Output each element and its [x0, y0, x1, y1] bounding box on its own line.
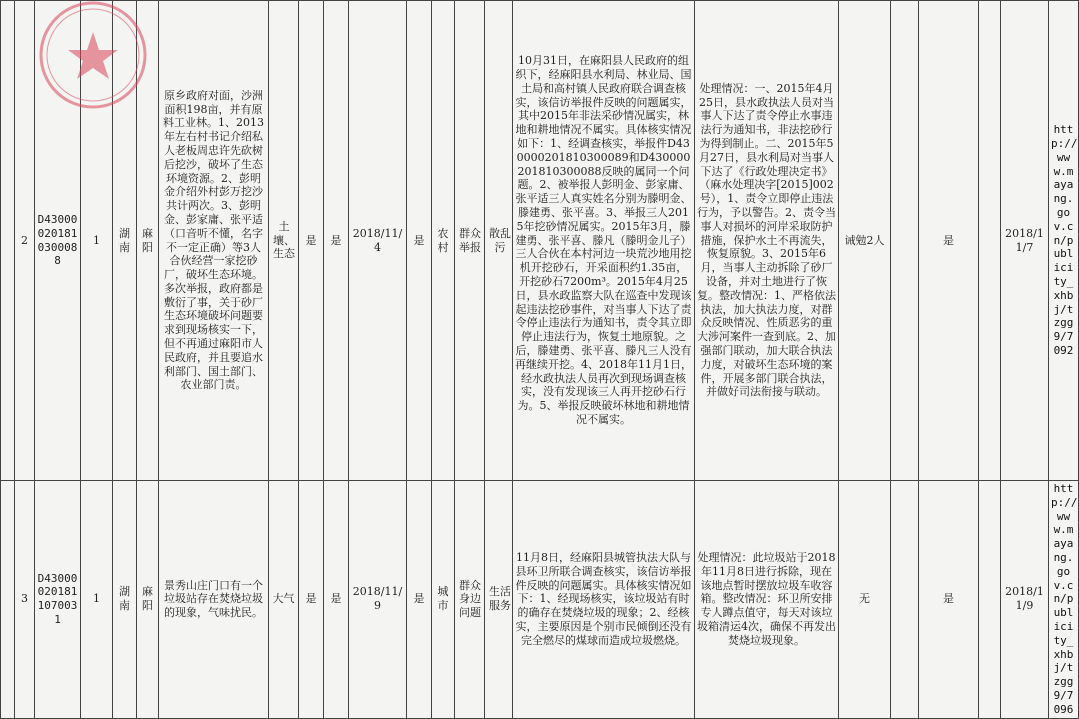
issue-type: 生活服务 [485, 481, 513, 719]
complaint-id: D430000201810300088 [35, 1, 81, 481]
done-date: 2018/11/9 [1001, 481, 1049, 719]
flag-4: 是 [919, 481, 979, 719]
flag-1: 是 [299, 481, 324, 719]
city: 麻阳 [137, 481, 159, 719]
province: 湖南 [113, 481, 137, 719]
accept-date: 2018/11/9 [349, 481, 407, 719]
table-row [1, 1, 1079, 481]
area-type: 农村 [432, 1, 455, 481]
city: 麻阳 [137, 1, 159, 481]
complaint-id: D430000201811070031 [35, 481, 81, 719]
done-date: 2018/11/7 [1001, 1, 1049, 481]
source-type: 群众身边问题 [455, 481, 485, 719]
verification-details: 11月8日，经麻阳县城管执法大队与县环卫所联合调查核实，该信访举报件反映的问题属实。具体核实情况如下：1、经现场核实，该垃圾站有时的确存在焚烧垃圾的现象；2、经核实，主要原因是个别市民倾倒还没有完全燃尽的煤球而造成垃圾燃烧。 [513, 481, 695, 719]
source-link[interactable]: http://www.mayang.gov.cn/publicity_xhbj/tzgg9/7096 [1049, 481, 1079, 719]
handling-details: 处理情况：此垃圾站于2018年11月8日进行拆除，现在该地点暂时摆放垃圾车收容箱。整改情况：环卫所安排专人蹲点值守，每天对该垃圾箱清运4次，确保不再发出焚烧垃圾现象。 [695, 481, 839, 719]
source-link[interactable]: http://www.mayang.gov.cn/publicity_xhbj/tzgg9/7092 [1049, 1, 1079, 481]
accept-date: 2018/11/4 [349, 1, 407, 481]
handling-details: 处理情况：一、2015年4月25日，县水政执法人员对当事人下达了责令停止水事违法行为通知书，非法挖砂行为得到制止。二、2015年5月27日，县水利局对当事人下达了《行政处理决定书》（麻水处理决字[2015]002号），1、责令立即停止违法行为，予以警告。2、责令当事人对损坏的河岸采取防护措施，保护水土不再流失，恢复原貌。3、2015年6月，当事人主动拆除了砂厂设备，并对土地进行了恢复。整改情况：1、严格依法执法，加大执法力度，对群众反映情况、性质恶劣的重大涉河案件一查到底。2、加强部门联动，加大联合执法力度，对破坏生态环境的案件，开展多部门联合执法，并做好司法衔接与联动。 [695, 1, 839, 481]
verification-details: 10月31日，在麻阳县人民政府的组织下，经麻阳县水利局、林业局、国土局和高村镇人民政府联合调查核实，该信访举报件反映的问题属实，其中2015年非法采砂情况属实，林地和耕地情况不属实。具体核实情况如下：1、经调查核实，举报件D430000201810300089和D430000201810300088反映的属同一个问题。2、被举报人彭明金、彭家庸、张平适三人真实姓名分别为滕明金、滕建勇、张平喜。3、举报三人2015年挖砂情况属实。2015年3月，滕建勇、张平喜、滕凡（滕明金儿子）三人合伙在本村河边一块荒沙地用挖机开挖砂石，开采面积约1.35亩，开挖砂石7200m³。2015年4月25日，县水政监察大队在巡查中发现该起违法挖砂事件，对当事人下达了责令停止违法行为通知书，责令其立即停止违法行为，恢复土地原貌。之后，滕建勇、张平喜、滕凡三人没有再继续开挖。4、2018年11月1日，经水政执法人员再次到现场调查核实，没有发现该三人再开挖砂石行为。5、举报反映破坏林地和耕地情况不属实。 [513, 1, 695, 481]
issue-type: 散乱污 [485, 1, 513, 481]
province: 湖南 [113, 1, 137, 481]
flag-3: 是 [407, 481, 432, 719]
accountability: 诫勉2人 [839, 1, 891, 481]
row-seq: 2 [15, 1, 35, 481]
flag-4: 是 [919, 1, 979, 481]
accountability: 无 [839, 481, 891, 719]
pollution-category: 大气 [269, 481, 299, 719]
pollution-category: 土壤、生态 [269, 1, 299, 481]
flag-2: 是 [324, 481, 349, 719]
complaint-content: 原乡政府对面，沙洲面积198亩，并有原料工业林。1、2013年左右村书记介绍私人老板周忠许先砍树后挖沙，破坏了生态环境资源。2、彭明金介绍外村彭万挖沙共计两次。3、彭明金、彭家庸、张平适（口音听不懂，名字不一定正确）等3人合伙经营一家挖砂厂，破坏生态环境。多次举报，政府都是敷衍了事，关于砂厂生态环境破坏问题要求到现场核实一下，但不再通过麻阳市人民政府，并且要追水利部门、国土部门、农业部门责。 [159, 1, 269, 481]
flag-3: 是 [407, 1, 432, 481]
source-type: 群众举报 [455, 1, 485, 481]
table-row [1, 481, 1079, 719]
flag-1: 是 [299, 1, 324, 481]
complaint-content: 景秀山庄门口有一个垃圾站存在焚烧垃圾的现象，气味扰民。 [159, 481, 269, 719]
row-seq: 3 [15, 481, 35, 719]
batch-number: 1 [81, 481, 113, 719]
flag-2: 是 [324, 1, 349, 481]
area-type: 城市 [432, 481, 455, 719]
batch-number: 1 [81, 1, 113, 481]
